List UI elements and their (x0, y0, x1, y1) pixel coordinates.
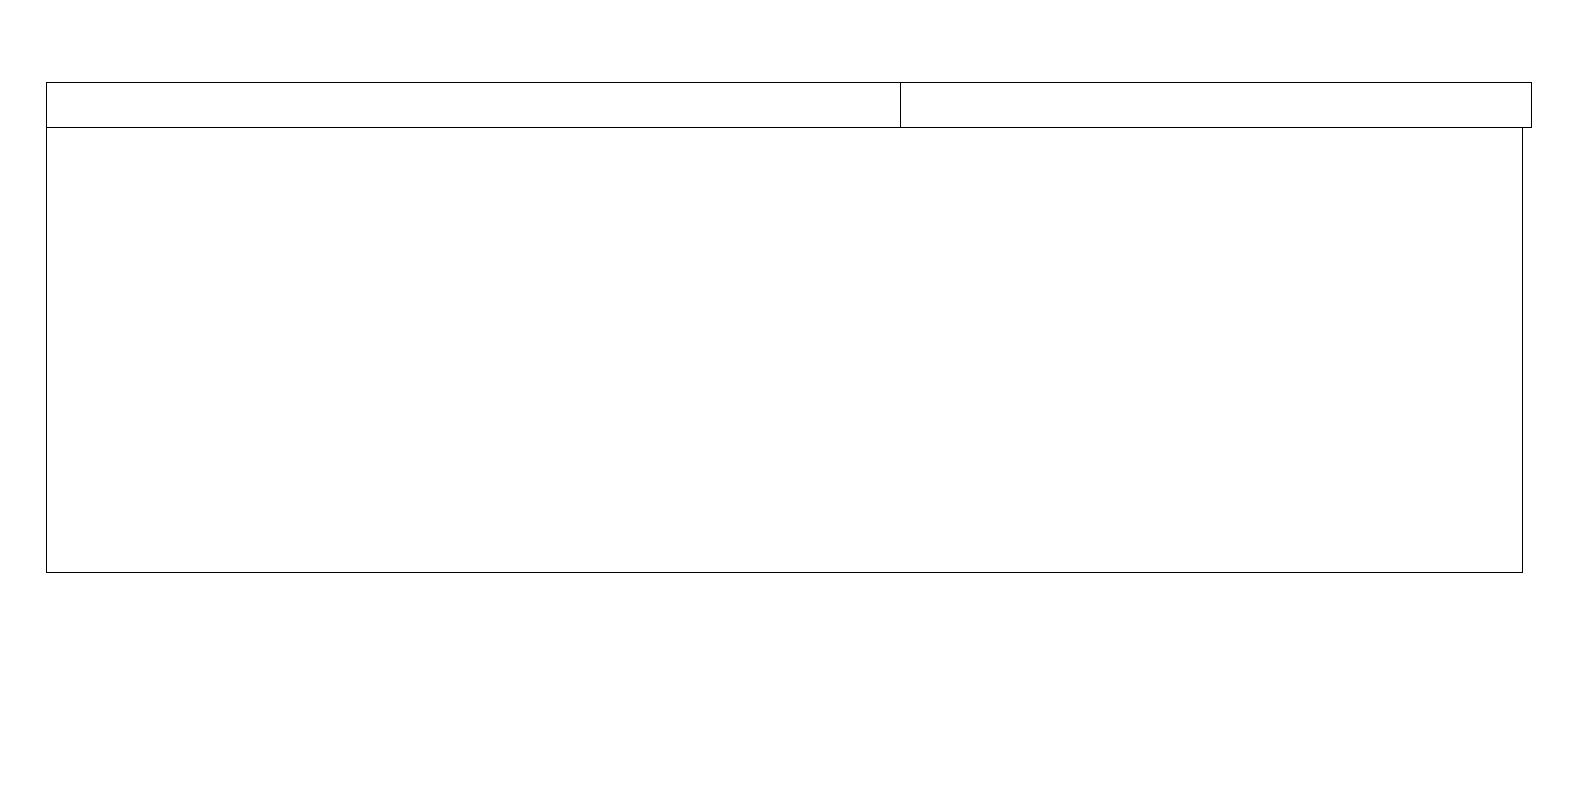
menu-1-header (47, 83, 901, 127)
menu-table (46, 128, 1523, 573)
menu-header-row (46, 82, 1532, 128)
menu-2-header (901, 83, 1531, 127)
